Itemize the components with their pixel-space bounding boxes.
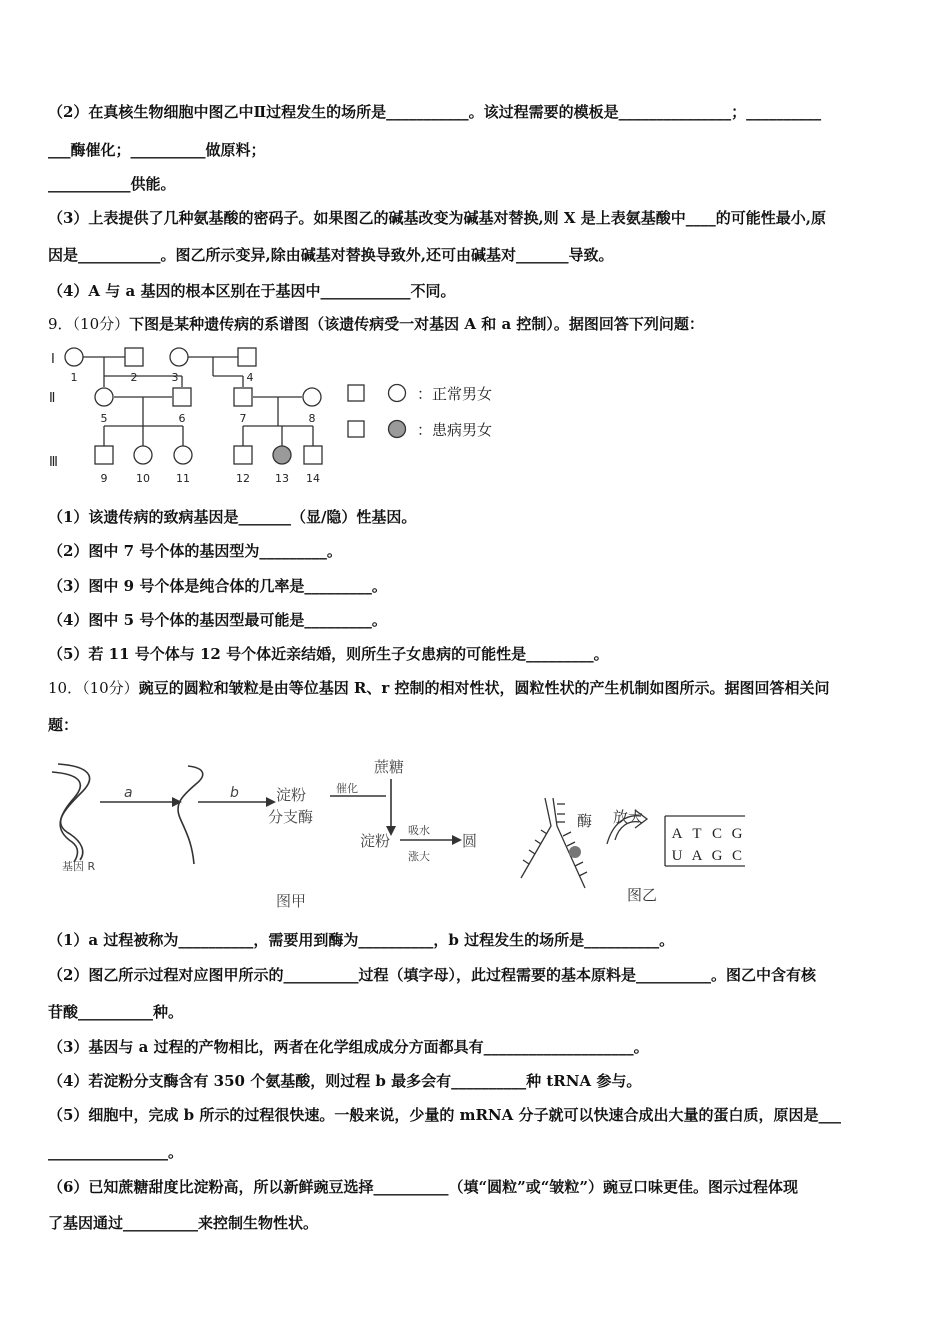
legend-affected-male-icon xyxy=(348,421,364,437)
individual-9-male xyxy=(95,446,113,464)
id-label: 3 xyxy=(171,371,179,384)
id-label: 11 xyxy=(176,472,190,485)
q10-sub6-line2: 了基因通过__________来控制生物性状。 xyxy=(48,1214,319,1232)
gene-r-strand-1 xyxy=(58,764,90,860)
base-dna: G xyxy=(731,826,743,842)
q8-sub3-line1: （3）上表提供了几种氨基酸的密码子。如果图乙的碱基改变为碱基对替换,则 X 是上表氨基酸中____的可能性最小,原 xyxy=(48,209,826,227)
caption-yi: 图乙 xyxy=(627,886,658,904)
q8-sub4: （4）A 与 a 基因的根本区别在于基因中____________不同。 xyxy=(48,282,456,300)
legend-affected-label: ：患病男女 xyxy=(417,421,493,439)
base-rna: G xyxy=(711,848,723,864)
q9-sub3: （3）图中 9 号个体是纯合体的几率是_________。 xyxy=(48,577,387,595)
individual-8-female xyxy=(303,388,321,406)
id-label: 13 xyxy=(275,472,289,485)
base-dna: C xyxy=(711,826,723,842)
q8-sub2-line2: ___酶催化；__________做原料； xyxy=(48,141,266,159)
id-label: 5 xyxy=(100,412,108,425)
gene-r-strand-2 xyxy=(52,772,80,862)
q10-stem-text: 豌豆的圆粒和皱粒是由等位基因 R、r 控制的相对性状，圆粒性状的产生机制如图所示。据图回答相关问 xyxy=(138,679,830,697)
label-b: b xyxy=(230,785,239,801)
individual-5-female xyxy=(95,388,113,406)
individual-14-male xyxy=(304,446,322,464)
q9-number: 9．（10分） xyxy=(48,315,130,333)
individual-1-female xyxy=(65,348,83,366)
id-label: 4 xyxy=(246,371,254,384)
individual-13-affected-female xyxy=(273,446,291,464)
q10-sub6-line1: （6）已知蔗糖甜度比淀粉高，所以新鲜豌豆选择__________（填“圆粒”或“皱粒”）豌豆口味更佳。图示过程体现 xyxy=(48,1178,798,1196)
label-a: a xyxy=(124,785,133,801)
mrna-strand xyxy=(178,766,203,864)
base-rna: A xyxy=(691,848,703,864)
id-label: 6 xyxy=(178,412,186,425)
q10-sub1: （1）a 过程被称为__________，需要用到酶为__________，b 过程发生的场所是__________。 xyxy=(48,931,675,949)
individual-2-male xyxy=(125,348,143,366)
q9-sub5: （5）若 11 号个体与 12 号个体近亲结婚，则所生子女患病的可能性是_________。 xyxy=(48,645,609,663)
q10-stem-line1 xyxy=(48,678,905,698)
label-starch: 淀粉 xyxy=(360,832,391,850)
label-gene-r: 基因 R xyxy=(62,860,96,873)
q10-sub5-line1: （5）细胞中，完成 b 所示的过程很快速。一般来说，少量的 mRNA 分子就可以快速合成出大量的蛋白质，原因是___ xyxy=(48,1106,842,1124)
q10-stem-line2: 题： xyxy=(48,716,79,734)
id-label: 10 xyxy=(136,472,150,485)
label-round: 圆 xyxy=(462,832,478,850)
q9-sub1: （1）该遗传病的致病基因是_______（显/隐）性基因。 xyxy=(48,508,417,526)
individual-10-female xyxy=(134,446,152,464)
q9-stem-text: 下图是某种遗传病的系谱图（该遗传病受一对基因 A 和 a 控制）。据图回答下列问题： xyxy=(129,315,704,333)
base-rna: U xyxy=(671,848,683,864)
base-dna: A xyxy=(671,826,683,842)
q10-number: 10．（10分） xyxy=(48,679,139,697)
label-swell: 涨大 xyxy=(408,850,430,863)
label-enzyme-line1: 淀粉 xyxy=(276,786,307,804)
individual-6-male xyxy=(173,388,191,406)
q10-sub2-line2: 苷酸__________种。 xyxy=(48,1003,184,1021)
dna-strand-left xyxy=(521,798,551,878)
q10-sub3: （3）基因与 a 过程的产物相比，两者在化学组成成分方面都具有____________________。 xyxy=(48,1038,649,1056)
label-enzyme-line2: 分支酶 xyxy=(268,808,314,826)
individual-12-male xyxy=(234,446,252,464)
q8-sub3-line2: 因是___________。图乙所示变异,除由碱基对替换导致外,还可由碱基对_______导致。 xyxy=(48,246,614,264)
q10-sub2-line1: （2）图乙所示过程对应图甲所示的__________过程（填字母），此过程需要的基本原料是__________。图乙中含有核 xyxy=(48,966,816,984)
base-dna: T xyxy=(692,826,702,842)
id-label: 7 xyxy=(239,412,247,425)
individual-4-male xyxy=(238,348,256,366)
q9-sub4: （4）图中 5 号个体的基因型最可能是_________。 xyxy=(48,611,387,629)
generation-3-label: Ⅲ xyxy=(49,455,58,470)
q10-sub4: （4）若淀粉分支酶含有 350 个氨基酸，则过程 b 最多会有__________种 tRNA 参与。 xyxy=(48,1072,642,1090)
label-absorb: 吸水 xyxy=(408,824,430,837)
generation-1-label: Ⅰ xyxy=(51,352,55,367)
individual-3-female xyxy=(170,348,188,366)
legend-normal-label: ：正常男女 xyxy=(417,385,493,403)
q8-sub2-line1: （2）在真核生物细胞中图乙中Ⅱ过程发生的场所是___________。该过程需要的模板是_______________；__________ xyxy=(48,103,822,121)
legend-normal-male-icon xyxy=(348,385,364,401)
q9-stem xyxy=(48,314,905,334)
label-sucrose: 蔗糖 xyxy=(374,758,405,776)
q8-sub2-line3: ___________供能。 xyxy=(48,175,176,193)
legend-affected-female-icon xyxy=(389,421,406,438)
generation-2-label: Ⅱ xyxy=(49,391,56,406)
label-enlarge: 放大 xyxy=(613,808,644,826)
q10-sub5-line2: ________________。 xyxy=(48,1143,184,1161)
id-label: 14 xyxy=(306,472,320,485)
id-label: 2 xyxy=(130,371,138,384)
id-label: 9 xyxy=(100,472,108,485)
individual-7-male xyxy=(234,388,252,406)
id-label: 8 xyxy=(308,412,316,425)
figure-jia xyxy=(48,752,488,914)
id-label: 12 xyxy=(236,472,250,485)
enzyme-blob xyxy=(569,846,581,858)
figure-yi xyxy=(515,796,755,914)
individual-11-female xyxy=(174,446,192,464)
caption-jia: 图甲 xyxy=(276,892,307,910)
id-label: 1 xyxy=(70,371,78,384)
base-rna: C xyxy=(731,848,743,864)
q9-sub2: （2）图中 7 号个体的基因型为_________。 xyxy=(48,542,342,560)
label-catalyze: 催化 xyxy=(336,782,358,795)
legend-normal-female-icon xyxy=(389,385,406,402)
pedigree-chart xyxy=(45,338,525,488)
label-enzyme: 酶 xyxy=(577,812,593,830)
